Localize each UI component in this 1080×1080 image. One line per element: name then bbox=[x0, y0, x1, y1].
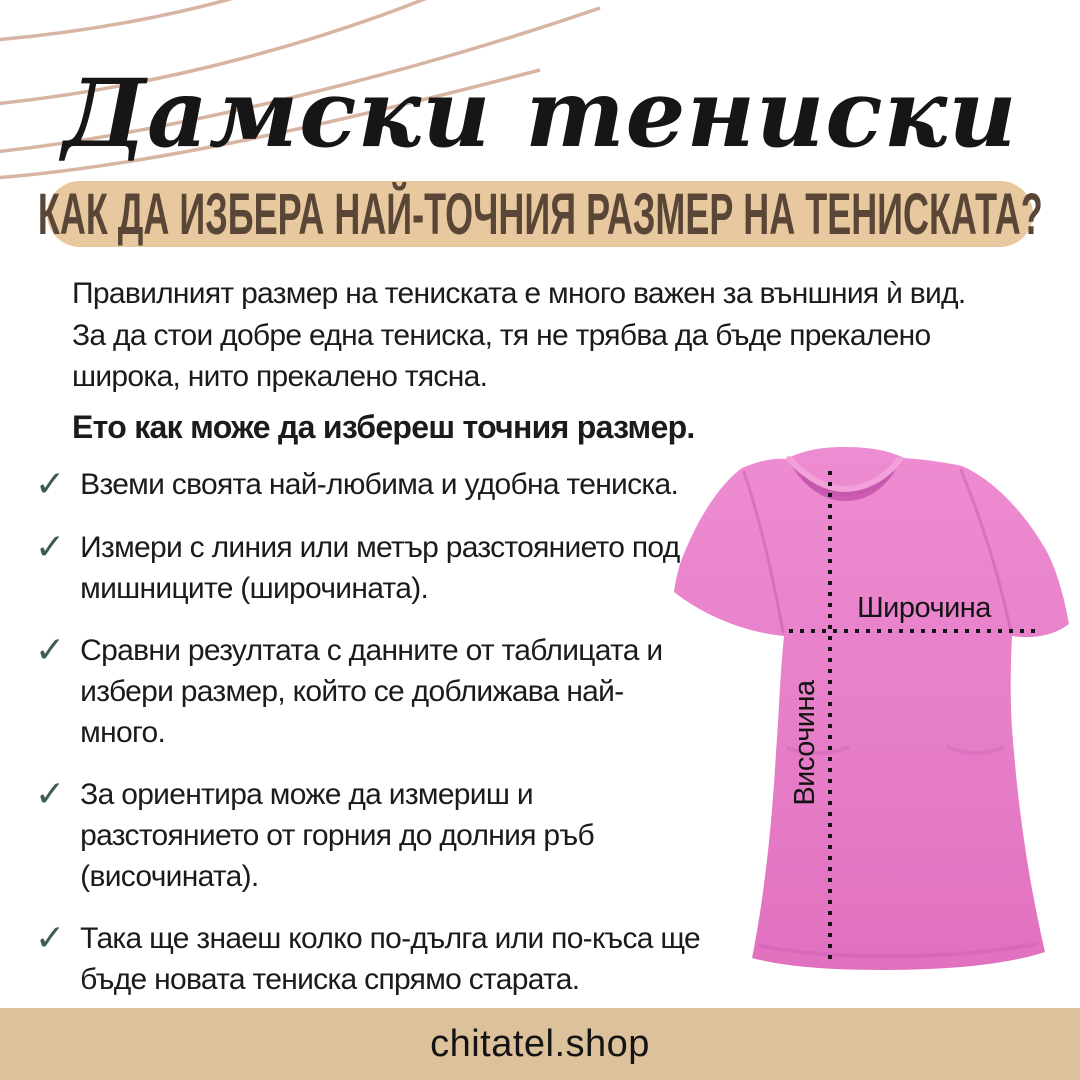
checklist-item-text: Сравни резултата с данните от таблицата и избери размер, който се доближава най-много. bbox=[80, 633, 663, 749]
check-icon: ✓ bbox=[35, 463, 66, 505]
list-item bbox=[35, 773, 1080, 897]
checklist-item-text: Вземи своята най-любима и удобна тениска. bbox=[80, 468, 679, 502]
check-icon: ✓ bbox=[35, 773, 66, 814]
banner-title: КАК ДА ИЗБЕРА НАЙ-ТОЧНИЯ РАЗМЕР НА ТЕНИСКАТА? bbox=[37, 181, 1043, 247]
banner bbox=[37, 181, 1043, 247]
width-label: Широчина bbox=[857, 592, 991, 624]
page-title: Дамски тениски bbox=[62, 59, 1018, 169]
checklist-item-text: Измери с линия или метър разстоянието под мишниците (широчината). bbox=[80, 530, 680, 605]
footer-bar bbox=[0, 1008, 1080, 1080]
site-name: chitatel.shop bbox=[430, 1022, 650, 1065]
list-item bbox=[35, 525, 1080, 609]
check-icon: ✓ bbox=[35, 917, 66, 959]
height-label: Височина bbox=[789, 680, 821, 806]
intro-paragraph: Правилният размер на тениската е много важен за външния ѝ вид. За да стои добре една тениска, тя не трябва да бъде прекалено широка, нито прекалено тясна. bbox=[72, 277, 966, 394]
lead-heading: Ето как може да избереш точния размер. bbox=[72, 409, 695, 446]
checklist-item-text: За ориентира може да измериш и разстоянието от горния до долния ръб (височината). bbox=[80, 778, 594, 894]
checklist bbox=[35, 463, 1080, 1000]
check-icon: ✓ bbox=[35, 628, 66, 670]
list-item bbox=[35, 917, 1080, 1000]
main-content bbox=[0, 273, 1080, 1000]
list-item bbox=[35, 628, 1080, 753]
checklist-item-text: Така ще знаеш колко по-дълга или по-къса ще бъде новата тениска спрямо старата. bbox=[80, 922, 700, 997]
list-item bbox=[35, 463, 1080, 505]
check-icon: ✓ bbox=[35, 525, 66, 567]
